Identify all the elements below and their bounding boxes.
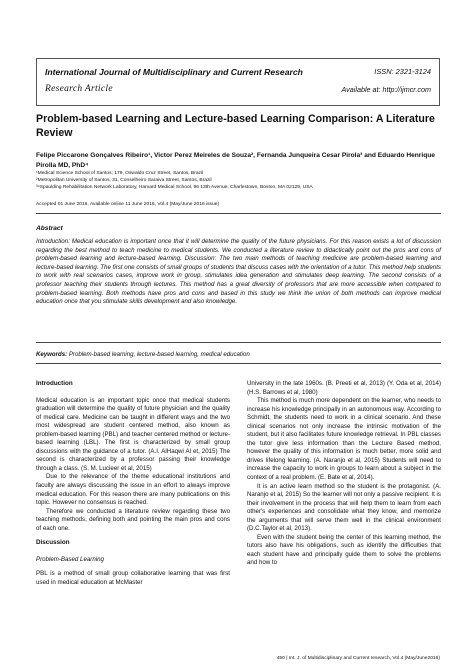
journal-header-box — [36, 58, 440, 106]
right-paragraph-3: It is an active learn method so the student is the protagonist. (A. Naranjo et al, 2015) So the learner will not only a passive recipient. It is their involvement in the process that will help them to learn from each other's experiences and consolidate what they know, and memorize the arguments that will serve them well in the clinical environment (D.C.Taylor et al, 2013). — [247, 482, 441, 533]
right-paragraph-2: This method is much more dependent on the learner, who needs to increase his knowledge principally in an autonomous way. According to Schmidt, the students need to work in a clinical scenario. And these clinical scenarios not only increase the intrinsic motivation of the student, but it also facilitates future knowledge retrieval. In PBL classes the tutor give less information than the Lecture Based method, however the quality of this information is much better, more solid and drives lifelong learning. (A. Naranjo et al, 2015) Students will need to increase the capacity to work in groups to learn about a subject in the context of a real problem. (E. Bate et al, 2014). — [247, 397, 441, 482]
keywords-label: Keywords: — [36, 351, 68, 358]
affiliation-3: ³⁴Spaulding Rehabilitation Network Laboratory, Harvard Medical School, 96 13th Avenue, Charlestown, Boston, MA 02129, USA — [36, 184, 313, 190]
page-footer: 450 | Int. J. of Multidisciplinary and Current research, Vol.4 (May/June2016) — [276, 656, 440, 661]
intro-paragraph-3: Therefore we conducted a literature review regarding these two teaching methods, defining both and pointing the main pros and cons of each one. — [36, 507, 230, 532]
keywords — [36, 351, 441, 358]
affiliations — [36, 171, 441, 192]
journal-name: International Journal of Multidisciplinary and Current Research — [45, 67, 303, 77]
accepted-date: Accepted 01 June 2016, Available online 11 June 2016, Vol.4 (May/June 2016 issue) — [36, 202, 220, 207]
affiliation-2: ²Metropolitan University of Santos, 31, Conselheiro Saraiva Street, Santos, Brazil — [36, 177, 212, 183]
right-paragraph-4: Even with the student being the center of this learning method, the tutors also have his obligations, such as identify the difficulties that each student have and principally guide them to solve the problems and how to — [247, 533, 441, 567]
divider-keywords — [36, 363, 441, 364]
issn: ISSN: 2321-3124 — [374, 67, 431, 76]
introduction-heading: Introduction — [36, 380, 73, 387]
pbl-heading: Problem-Based Learning — [36, 555, 104, 563]
research-type: Research Article — [45, 84, 113, 94]
right-column — [247, 380, 441, 568]
pbl-paragraph-1: PBL is a method of small group collaborative learning that was first used in medical education at McMaster — [36, 570, 230, 586]
authors: Felipe Piccarone Gonçalves Ribeiro¹, Victor Perez Meireles de Souza², Fernanda Junqueira Cesar Pirola³ and Eduardo Henrique Pirolla MD, PhD⁴ — [36, 152, 435, 169]
right-paragraph-1: University in the late 1960s. (B. Preeti et al, 2013) (Y. Oda et al, 2014) (H.S. Barrows et al, 1980) — [247, 380, 441, 396]
left-column — [36, 380, 230, 587]
paper-title: Problem-based Learning and Lecture-based Learning Comparison: A Literature Review — [36, 113, 435, 139]
intro-paragraph-2: Due to the relevance of the theme educational institutions and faculty are always discussing the issue in an effort to always improve medical education. For this reason there are many publications on this topic. However no consensus is reached. — [36, 473, 230, 507]
intro-paragraph-1: Medical education is an important topic once that medical students graduation will determine the quality of future physician and the quality of medical care. Medicine can be taught in different ways and the two most widespread are student centered method, also known as problem-based learning (PBL) and teacher centered method or lecture-based learning (LBL). The first is characterized by small group discussions with the guidance of a tutor. (A.I. AlHaqwi Al et, 2015) The second is characterized by a professor passing their knowledge through a class. (S. M. Lucieer et al, 2015) — [36, 396, 230, 472]
abstract-text: Introduction: Medical education is important once that it will determine the quality of the future physicians. For this reason exists a lot of discussion regarding the best method to teach medicine to medical students. We conducted a literature review to didactically point out the pros and cons of problem-based learning and lecture-based learning. Discussion: The two main methods of teaching medicine are problem-based learning and lecture-based learning. The first one consists of small groups of students that discuss cases with the orientation of a tutor. This method help students to work with real scenarios cases, improve work in group, stimulates idea generation and stimulates deep learning. The second consists of a professor teaching their students through lectures. This method has a great diversity of professors that are more accessible when compared to problem-based learning. Both methods have pros and cons and based in this study we think the union of both methods can improve medical education once that you stimulate skills development and also knowledge. — [36, 238, 441, 306]
divider-top — [36, 213, 441, 214]
available-link[interactable]: Available at: http://ijmcr.com — [341, 85, 431, 94]
keywords-text: Problem-based learning, lecture-based learning, medical education — [68, 351, 250, 358]
affiliation-1: ¹Medical Science School of Santos; 179, Oswaldo Cruz Street, Santos, Brazil — [36, 171, 204, 176]
abstract-heading: Abstract — [36, 225, 63, 232]
discussion-heading: Discussion — [36, 539, 70, 547]
divider-abstract — [36, 342, 441, 343]
